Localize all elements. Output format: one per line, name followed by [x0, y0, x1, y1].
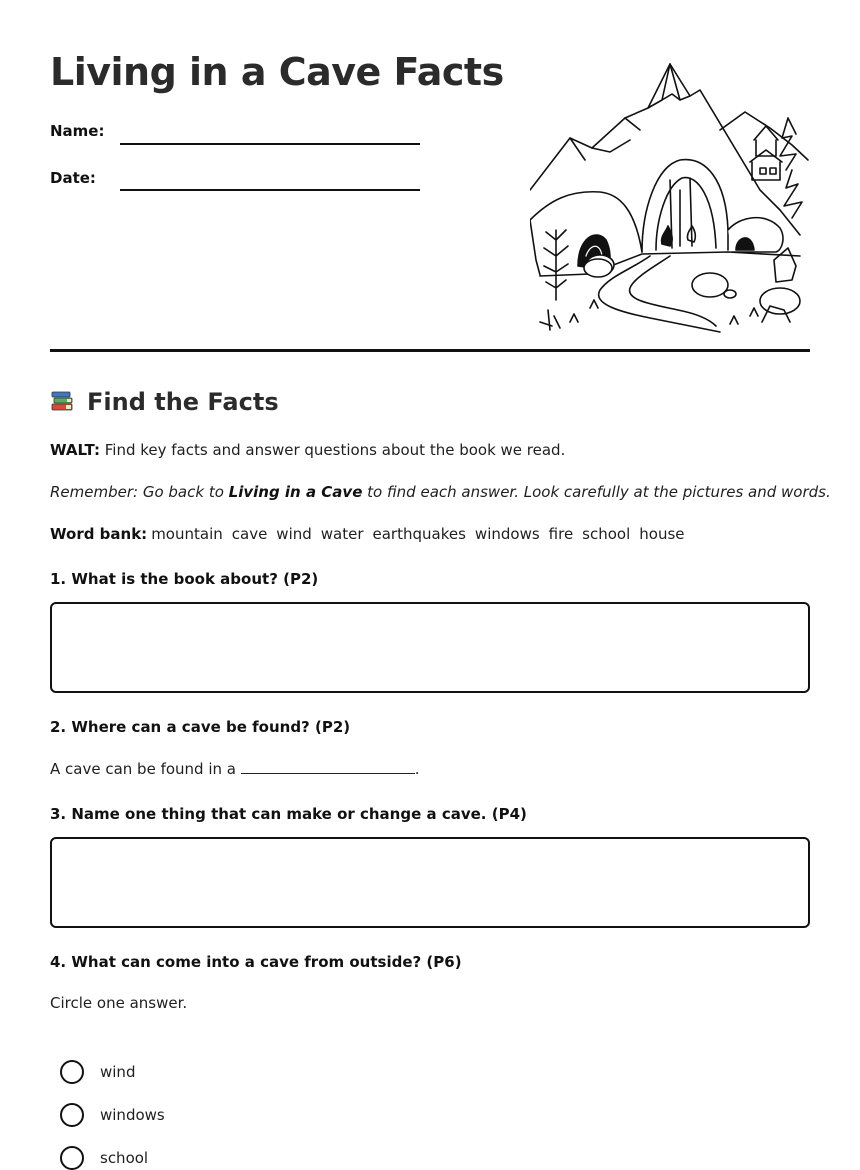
- fill-in-blank[interactable]: [241, 759, 415, 774]
- option-label: school: [100, 1149, 149, 1167]
- name-field[interactable]: [120, 143, 420, 145]
- remember-book-title: Living in a Cave: [228, 483, 363, 501]
- question-4: 4. What can come into a cave from outside? (P6): [50, 953, 462, 971]
- option-windows[interactable]: [60, 1103, 165, 1127]
- question-3: 3. Name one thing that can make or change a cave. (P4): [50, 805, 527, 823]
- name-label: Name:: [50, 122, 105, 140]
- radio-circle[interactable]: [60, 1146, 84, 1170]
- answer-box-1[interactable]: [50, 602, 810, 693]
- answer-box-3[interactable]: [50, 837, 810, 928]
- question-4-instruction: Circle one answer.: [50, 994, 188, 1012]
- section-title: Find the Facts: [87, 388, 279, 416]
- books-icon: [50, 390, 76, 414]
- sentence-end: .: [414, 760, 420, 778]
- walt-label: WALT:: [50, 441, 100, 459]
- word-bank-word: mountain: [151, 525, 223, 543]
- remember-prefix: Remember: Go back to: [50, 483, 229, 501]
- page-title: Living in a Cave Facts: [50, 50, 504, 94]
- date-label: Date:: [50, 169, 96, 187]
- question-2: 2. Where can a cave be found? (P2): [50, 718, 351, 736]
- word-bank-word: earthquakes: [372, 525, 466, 543]
- question-1: 1. What is the book about? (P2): [50, 570, 319, 588]
- word-bank-word: wind: [276, 525, 312, 543]
- radio-circle[interactable]: [60, 1060, 84, 1084]
- word-bank-word: fire: [548, 525, 574, 543]
- date-field[interactable]: [120, 189, 420, 191]
- word-bank-label: Word bank:: [50, 525, 148, 543]
- walt-text: Find key facts and answer questions about the book we read.: [99, 441, 566, 459]
- walt-line: [50, 441, 565, 459]
- remember-line: [50, 483, 831, 501]
- radio-circle[interactable]: [60, 1103, 84, 1127]
- section-heading: [50, 388, 279, 416]
- option-school[interactable]: [60, 1146, 148, 1170]
- question-2-sentence: [50, 759, 420, 778]
- word-bank-word: school: [582, 525, 631, 543]
- word-bank-word: windows: [474, 525, 540, 543]
- sentence-start: A cave can be found in a: [50, 760, 241, 778]
- remember-suffix: to find each answer. Look carefully at the pictures and words.: [362, 483, 831, 501]
- cave-illustration: [530, 60, 812, 335]
- word-bank-word: water: [320, 525, 364, 543]
- word-bank-word: cave: [231, 525, 268, 543]
- option-label: wind: [100, 1063, 136, 1081]
- word-bank-word: house: [639, 525, 685, 543]
- option-label: windows: [100, 1106, 165, 1124]
- option-wind[interactable]: [60, 1060, 135, 1084]
- section-divider: [50, 349, 810, 352]
- word-bank: [50, 525, 687, 543]
